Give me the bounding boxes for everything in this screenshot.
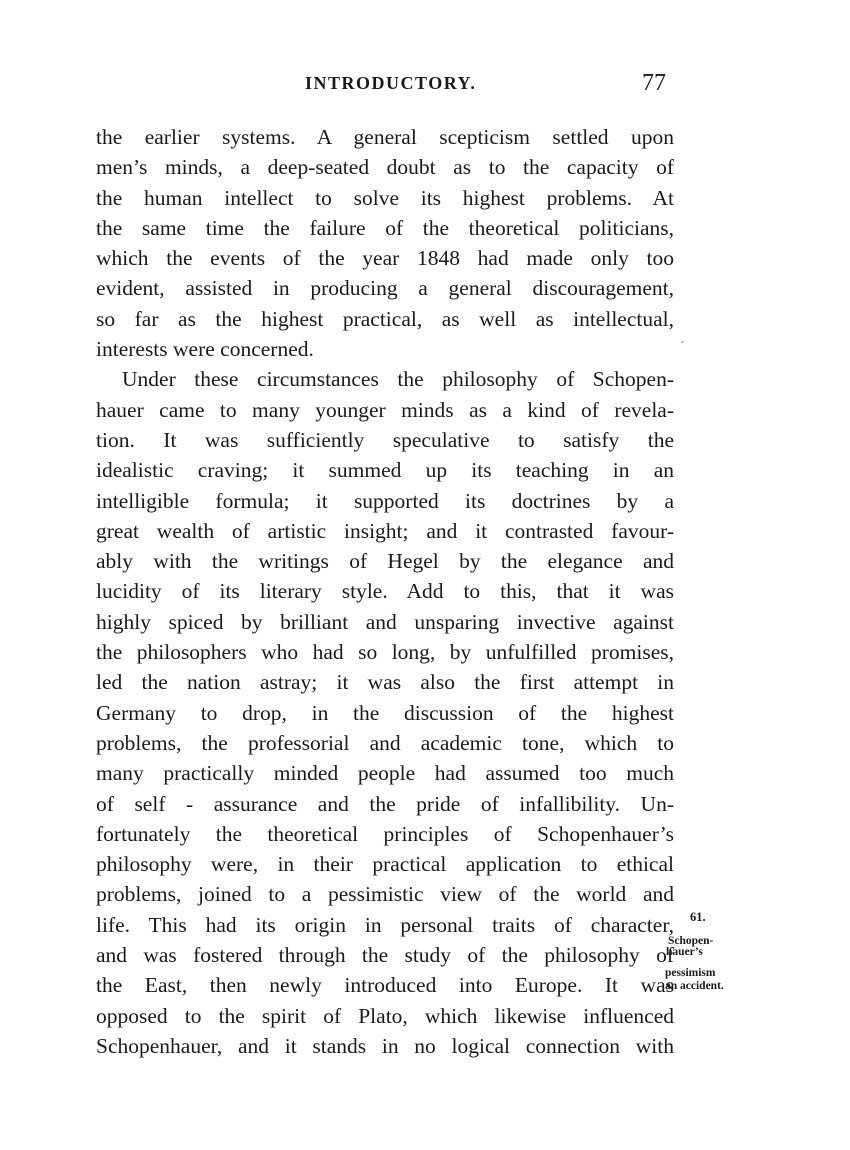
text-line: so far as the highest practical, as well as intellectual, [96,306,674,331]
text-line: evident, assisted in producing a general discouragement, [96,276,674,301]
text-line: lucidity of its literary style. Add to this, that it was [96,579,674,604]
text-line: of self - assurance and the pride of infallibility. Un- [96,791,674,816]
paper-speck [681,341,684,343]
text-line: led the nation astray; it was also the first attempt in [96,670,674,695]
sidenote-line: an accident. [665,980,724,992]
text-line: problems, the professorial and academic tone, which to [96,730,674,755]
sidenote-line: Schopen- [668,935,714,947]
body-text [96,122,674,1061]
text-line: the earlier systems. A general scepticism settled upon [96,125,674,149]
text-line: idealistic craving; it summed up its teaching in an [96,458,674,483]
text-line: which the events of the year 1848 had made only too [96,246,674,271]
text-line: and was fostered through the study of the philosophy of [96,943,674,968]
text-line: ably with the writings of Hegel by the elegance and [96,549,674,574]
text-line: problems, joined to a pessimistic view of the world and [96,882,674,907]
page-number: 77 [642,70,666,96]
text-line: the philosophers who had so long, by unfulfilled promises, [96,640,674,665]
sidenote-line: pessimism [665,967,716,979]
text-line: philosophy were, in their practical application to ethical [96,852,674,877]
text-line: men’s minds, a deep-seated doubt as to the capacity of [96,155,674,180]
text-line: intelligible formula; it supported its doctrines by a [96,488,674,513]
running-title: INTRODUCTORY. [305,73,477,93]
running-head [0,70,850,100]
text-line: life. This had its origin in personal traits of character, [96,912,674,937]
text-line: tion. It was sufficiently speculative to satisfy the [96,427,674,452]
text-line: the same time the failure of the theoretical politicians, [96,215,674,240]
text-line: Schopenhauer, and it stands in no logical connection with [96,1033,674,1058]
text-line: interests were concerned. [96,337,314,362]
text-line: opposed to the spirit of Plato, which likewise influenced [96,1003,674,1028]
sidenote-number: 61. [690,910,706,924]
text-line: great wealth of artistic insight; and it contrasted favour- [96,518,674,543]
text-line: fortunately the theoretical principles of Schopenhauer’s [96,821,674,846]
text-line: many practically minded people had assumed too much [96,761,674,786]
paragraph-start-line: Under these circumstances the philosophy of Schopen- [122,367,674,392]
sidenote-line: hauer’s [666,946,703,958]
text-line: Germany to drop, in the discussion of the highest [96,700,674,725]
text-line: the human intellect to solve its highest problems. At [96,185,674,210]
text-line: hauer came to many younger minds as a kind of revela- [96,397,674,422]
text-line: highly spiced by brilliant and unsparing invective against [96,609,674,634]
text-line: the East, then newly introduced into Europe. It was [96,973,674,998]
